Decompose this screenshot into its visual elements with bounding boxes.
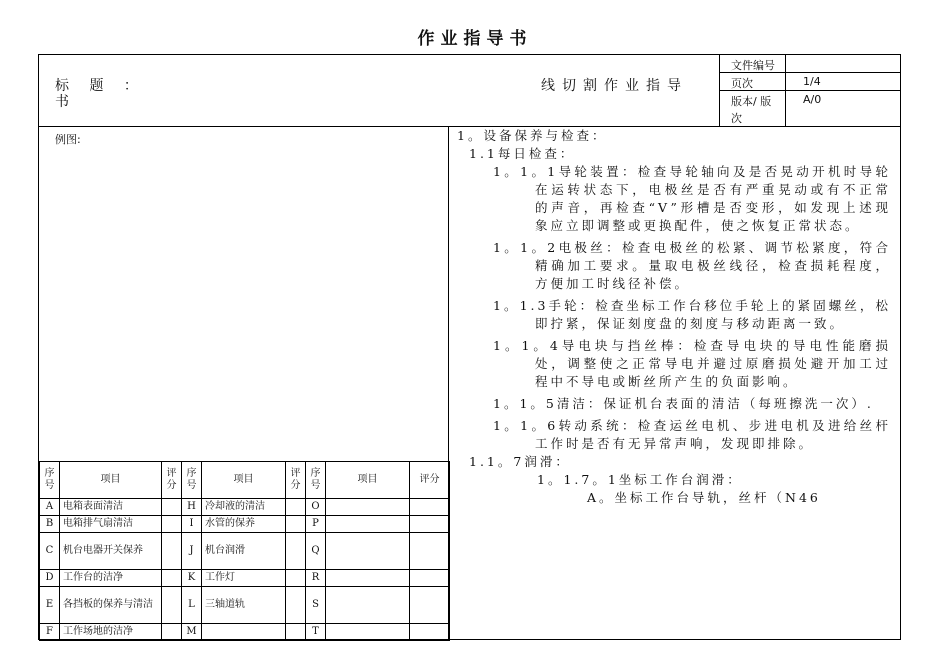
meta-page-label: 页次 [731, 77, 753, 90]
cell: 机台电器开关保养 [60, 533, 162, 570]
header-seq-2: 序号 [182, 462, 202, 499]
cell [162, 624, 182, 641]
cell: E [40, 587, 60, 624]
cell [326, 499, 410, 516]
cell [410, 516, 450, 533]
cell: D [40, 570, 60, 587]
cell: P [306, 516, 326, 533]
meta-file-number-label: 文件编号 [731, 59, 775, 72]
instruction-item-conductive-block: 1。1。4导电块与挡丝棒：检查导电块的导电性能磨损处，调整使之正常导电并避过原磨损处避开加工过程中不导电或断丝所产生的负面影响。 [493, 338, 891, 389]
instruction-item-drive-system: 1。1。6转动系统：检查运丝电机、步进电机及进给丝杆工作时是否有无异常声响，发现即排除。 [493, 418, 891, 451]
cell [286, 516, 306, 533]
cell: 工作灯 [202, 570, 286, 587]
meta-page-value: 1/4 [803, 75, 821, 88]
cell [326, 516, 410, 533]
cell [162, 533, 182, 570]
table-row [40, 516, 450, 533]
instruction-item-handwheel: 1。1.3手轮：检查坐标工作台移位手轮上的紧固螺丝，松即拧紧，保证刻度盘的刻度与移动距离一致。 [493, 298, 891, 331]
cell [410, 499, 450, 516]
cell [286, 570, 306, 587]
table-row [40, 570, 450, 587]
cell: 机台润滑 [202, 533, 286, 570]
header-item-3: 项目 [326, 462, 410, 499]
cell: 三轴道轨 [202, 587, 286, 624]
instruction-item-cleaning: 1。1。5清洁：保证机台表面的清洁（每班擦洗一次）. [493, 396, 874, 411]
cell: C [40, 533, 60, 570]
cell [410, 570, 450, 587]
cell: 冷却液的清洁 [202, 499, 286, 516]
section-heading: 1。设备保养与检查： [457, 128, 608, 143]
cell [410, 587, 450, 624]
header-seq-3: 序号 [306, 462, 326, 499]
meta-version-label: 版本/ 版 [731, 95, 772, 108]
title-wrap: 书 [55, 94, 69, 110]
table-row [40, 587, 450, 624]
cell: M [182, 624, 202, 641]
header-seq-1: 序号 [40, 462, 60, 499]
cell: 各挡板的保养与清洁 [60, 587, 162, 624]
cell [162, 516, 182, 533]
cell [162, 499, 182, 516]
instruction-content [451, 127, 891, 507]
cell [286, 533, 306, 570]
document-frame [38, 54, 901, 640]
header-score-1: 评分 [162, 462, 182, 499]
cell: J [182, 533, 202, 570]
subsection-heading-lubrication: 1.1。7润滑： [469, 454, 571, 469]
instruction-item-guide-wheel: 1。1。1导轮装置：检查导轮轴向及是否晃动开机时导轮在运转状态下，电极丝是否有严重晃动或有不正常的声音，再检查“V”形槽是否变形，如发现上述现象应立即调整或更换配件，使之恢复正常状态。 [493, 164, 891, 233]
cell: Q [306, 533, 326, 570]
table-row [40, 533, 450, 570]
cell: S [306, 587, 326, 624]
cell [286, 587, 306, 624]
cell [326, 570, 410, 587]
cell [326, 587, 410, 624]
cell: I [182, 516, 202, 533]
lubrication-subheading: 1。1.7。1坐标工作台润滑： [537, 472, 743, 487]
cell: T [306, 624, 326, 641]
cell [326, 533, 410, 570]
cell [162, 570, 182, 587]
cell: L [182, 587, 202, 624]
cell: A [40, 499, 60, 516]
score-table [39, 461, 450, 641]
title-label: 标 题 ： [55, 78, 146, 94]
cell [202, 624, 286, 641]
cell: H [182, 499, 202, 516]
cell: K [182, 570, 202, 587]
score-table-header [40, 462, 450, 499]
header-score-2: 评分 [286, 462, 306, 499]
cell: 电箱排气扇清洁 [60, 516, 162, 533]
cell: R [306, 570, 326, 587]
subsection-heading: 1.1每日检查： [469, 146, 576, 161]
cell: O [306, 499, 326, 516]
cell: F [40, 624, 60, 641]
instruction-item-electrode-wire: 1。1。2电极丝：检查电极丝的松紧、调节松紧度，符合精确加工要求。量取电极丝线径，检查损耗程度，方便加工时线径补偿。 [493, 240, 891, 291]
cell [286, 499, 306, 516]
cell [286, 624, 306, 641]
header-score-3: 评分 [410, 462, 450, 499]
meta-version-label-wrap: 次 [731, 112, 742, 125]
cell [410, 533, 450, 570]
cell: 水管的保养 [202, 516, 286, 533]
lubrication-item-a: A。坐标工作台导轨，丝杆（N46 [587, 490, 821, 505]
table-row [40, 499, 450, 516]
cell: 工作场地的洁净 [60, 624, 162, 641]
header-item-2: 项目 [202, 462, 286, 499]
document-title: 作业指导书 [417, 29, 533, 49]
cell [326, 624, 410, 641]
cell: 电箱表面清洁 [60, 499, 162, 516]
example-label: 例图: [55, 133, 81, 146]
cell [410, 624, 450, 641]
title-value: 线切割作业指导 [541, 78, 688, 94]
cell [162, 587, 182, 624]
meta-version-value: A/0 [803, 93, 822, 106]
table-row [40, 624, 450, 641]
cell: 工作台的洁净 [60, 570, 162, 587]
header-item-1: 项目 [60, 462, 162, 499]
cell: B [40, 516, 60, 533]
